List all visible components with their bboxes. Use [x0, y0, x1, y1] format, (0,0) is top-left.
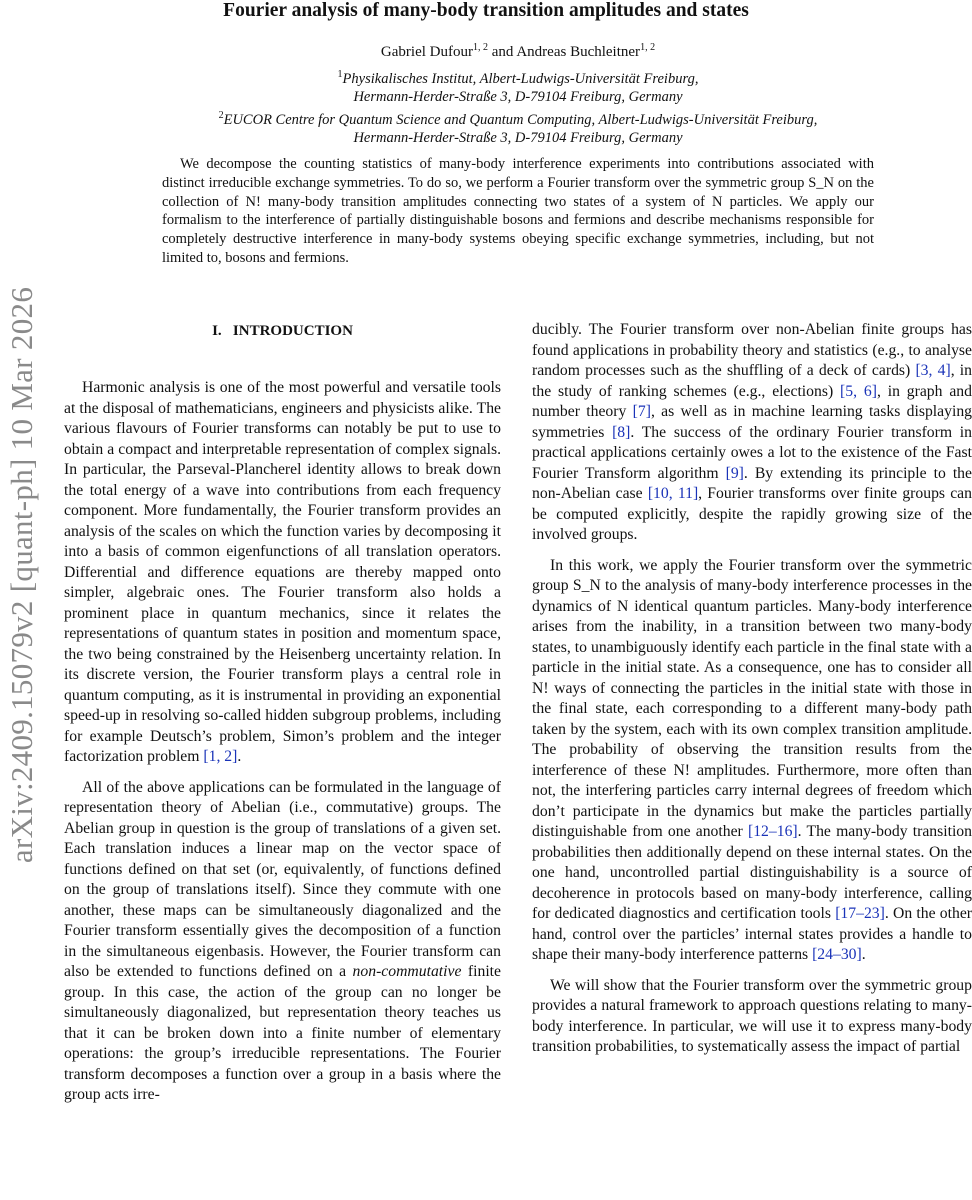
affiliation-marker: 1: [337, 69, 343, 80]
author-name: Andreas Buchleitner: [516, 44, 641, 60]
arxiv-identifier-text: arXiv:2409.15079v2 [quant-ph] 10 Mar 2026: [4, 286, 40, 864]
citation-link[interactable]: [24–30]: [812, 946, 862, 963]
affiliation-line: $^2$EUCOR Centre for Quantum Science and Quantum Computing, Albert-Ludwigs-Universität Freiburg,: [218, 109, 818, 128]
citation-link[interactable]: [3, 4]: [915, 362, 951, 379]
citation-link[interactable]: [7]: [632, 403, 651, 420]
paper-title: Fourier analysis of many-body transition amplitudes and states: [223, 0, 749, 21]
author-affiliation-marker: 1, 2: [472, 42, 488, 53]
citation-link[interactable]: [17–23]: [835, 905, 885, 922]
paragraph: We will show that the Fourier transform over the symmetric group provides a natural framework to approach questions relating to many-body interference. In particular, we will use it to express many-body transition probabilities, to systematically assess the impact of partial: [532, 976, 972, 1055]
citation-link[interactable]: [10, 11]: [647, 485, 699, 502]
affiliations: [0, 66, 972, 148]
citation-link[interactable]: [8]: [612, 423, 631, 441]
author-line: [0, 42, 972, 61]
author-affiliation-marker: 1, 2: [640, 42, 656, 53]
arxiv-identifier-stamp: [2, 255, 42, 895]
paragraph: ducibly. The Fourier transform over non-Abelian finite groups has found applications in probability theory and statistics (e.g., to analyse random processes such as the shuffling of a deck of cards) [3, 4], in the study of ranking schemes (e.g., elections) [5, 6], in graph and number theory [7], as well as in machine learning tasks displaying symmetries [8]. The success of the ordinary Fourier transform in practical applications certainly owes a lot to the existence of the Fast Fourier Transform algorithm [9]. By extending its principle to the non-Abelian case [10, 11], Fourier transforms over finite groups can be computed explicitly, despite the rapidly growing size of the involved groups.: [532, 321, 972, 543]
author-name: Gabriel Dufour: [380, 44, 473, 60]
paragraph: Harmonic analysis is one of the most powerful and versatile tools at the disposal of mathematicians, engineers and physicists alike. The various flavours of Fourier transforms can notably be put to use to obtain a compact and interpretable representation of complex signals. In particular, the Parseval-Plancherel identity allows to break down the total energy of a wave into contributions from each frequency component. More fundamentally, the Fourier transform provides an analysis of the scales on which the function varies by decomposing it into a basis of common eigenfunctions of all translation operators. Differential and difference equations are thereby mapped onto simpler, algebraic ones. The Fourier transform also holds a prominent place in quantum mechanics, since it relates the representations of quantum states in position and momentum space, the two being constrained by the Heisenberg uncertainty relation. In its discrete version, the Fourier transform plays a central role in quantum computing, as it is instrumental in providing an exponential speed-up in resolving so-called hidden subgroup problems, including for example Deutsch’s problem, Simon’s problem and the integer factorization problem [1, 2].: [64, 379, 501, 765]
right-column: [532, 320, 972, 1068]
citation-link[interactable]: [1, 2]: [203, 748, 238, 765]
section-heading: [64, 320, 501, 342]
affiliation-marker: 2: [218, 109, 224, 121]
section-title: INTRODUCTION: [232, 323, 353, 339]
emphasis: non-commutative: [352, 963, 462, 980]
affiliation-line: $^1$Physikalisches Institut, Albert-Ludwigs-Universität Freiburg,: [337, 69, 699, 87]
abstract: We decompose the counting statistics of many-body interference experiments into contributions associated with distinct irreducible exchange symmetries. To do so, we perform a Fourier transform over the symmetric group S_N on the collection of N! many-body transition amplitudes connecting two states of a system of N particles. We apply our formalism to the interference of partially distinguishable bosons and fermions and describe mechanisms responsible for completely destructive interference in many-body systems obeying specific exchange symmetries, including, but not limited to, bosons and fermions.: [162, 156, 874, 266]
citation-link[interactable]: [9]: [725, 464, 744, 482]
affiliation-line: Hermann-Herder-Straße 3, D-79104 Freiburg, Germany: [353, 89, 683, 106]
left-column: [64, 320, 501, 1116]
citation-link[interactable]: [5, 6]: [840, 382, 877, 400]
paragraph: In this work, we apply the Fourier transform over the symmetric group S_N to the analysis of many-body interference processes in the dynamics of N identical quantum particles. Many-body interference arises from the inability, in a transition between two many-body states, to unambiguously identify each particle in the final state with a particle in the initial state. As a consequence, one has to consider all N! ways of connecting the particles in the initial state with those in the final state, each corresponding to a different many-body path taken by the system, each with its own complex transition amplitude. The probability of observing the transition results from the interference of these N! amplitudes. Furthermore, more often than not, the interfering particles carry internal degrees of freedom which don’t participate in the dynamics but make the particles partially distinguishable from one another [12–16]. The many-body transition probabilities then additionally depend on these internal states. On the one hand, uncontrolled partial distinguishability is a source of decoherence in protocols based on many-body interference, calling for dedicated diagnostics and certification tools [17–23]. On the other hand, control over the particles’ internal states provides a handle to shape their many-body interference patterns [24–30].: [532, 556, 972, 963]
section-number: I.: [212, 323, 222, 339]
affiliation-line: Hermann-Herder-Straße 3, D-79104 Freiburg, Germany: [353, 130, 683, 147]
paragraph: All of the above applications can be formulated in the language of representation theory of Abelian (i.e., commutative) groups. The Abelian group in question is the group of translations of a given set. Each translation induces a linear map on the vector space of functions defined on that set (or, equivalently, of functions defined on the group of translations itself). Since they commute with one another, these maps can be simultaneously diagonalized and the Fourier transform essentially gives the decomposition of a function in the simultaneous eigenbasis. However, the Fourier transform can also be extended to functions defined on a non-commutative finite group. In this case, the action of the group can no longer be simultaneously diagonalized, but representation theory teaches us that it can be broken down into a finite number of elementary operations: the group’s irreducible representations. The Fourier transform decomposes a function over a group in a basis where the group acts irre-: [64, 778, 502, 1103]
citation-link[interactable]: [12–16]: [747, 823, 798, 840]
author-conjunction: and: [491, 44, 514, 60]
